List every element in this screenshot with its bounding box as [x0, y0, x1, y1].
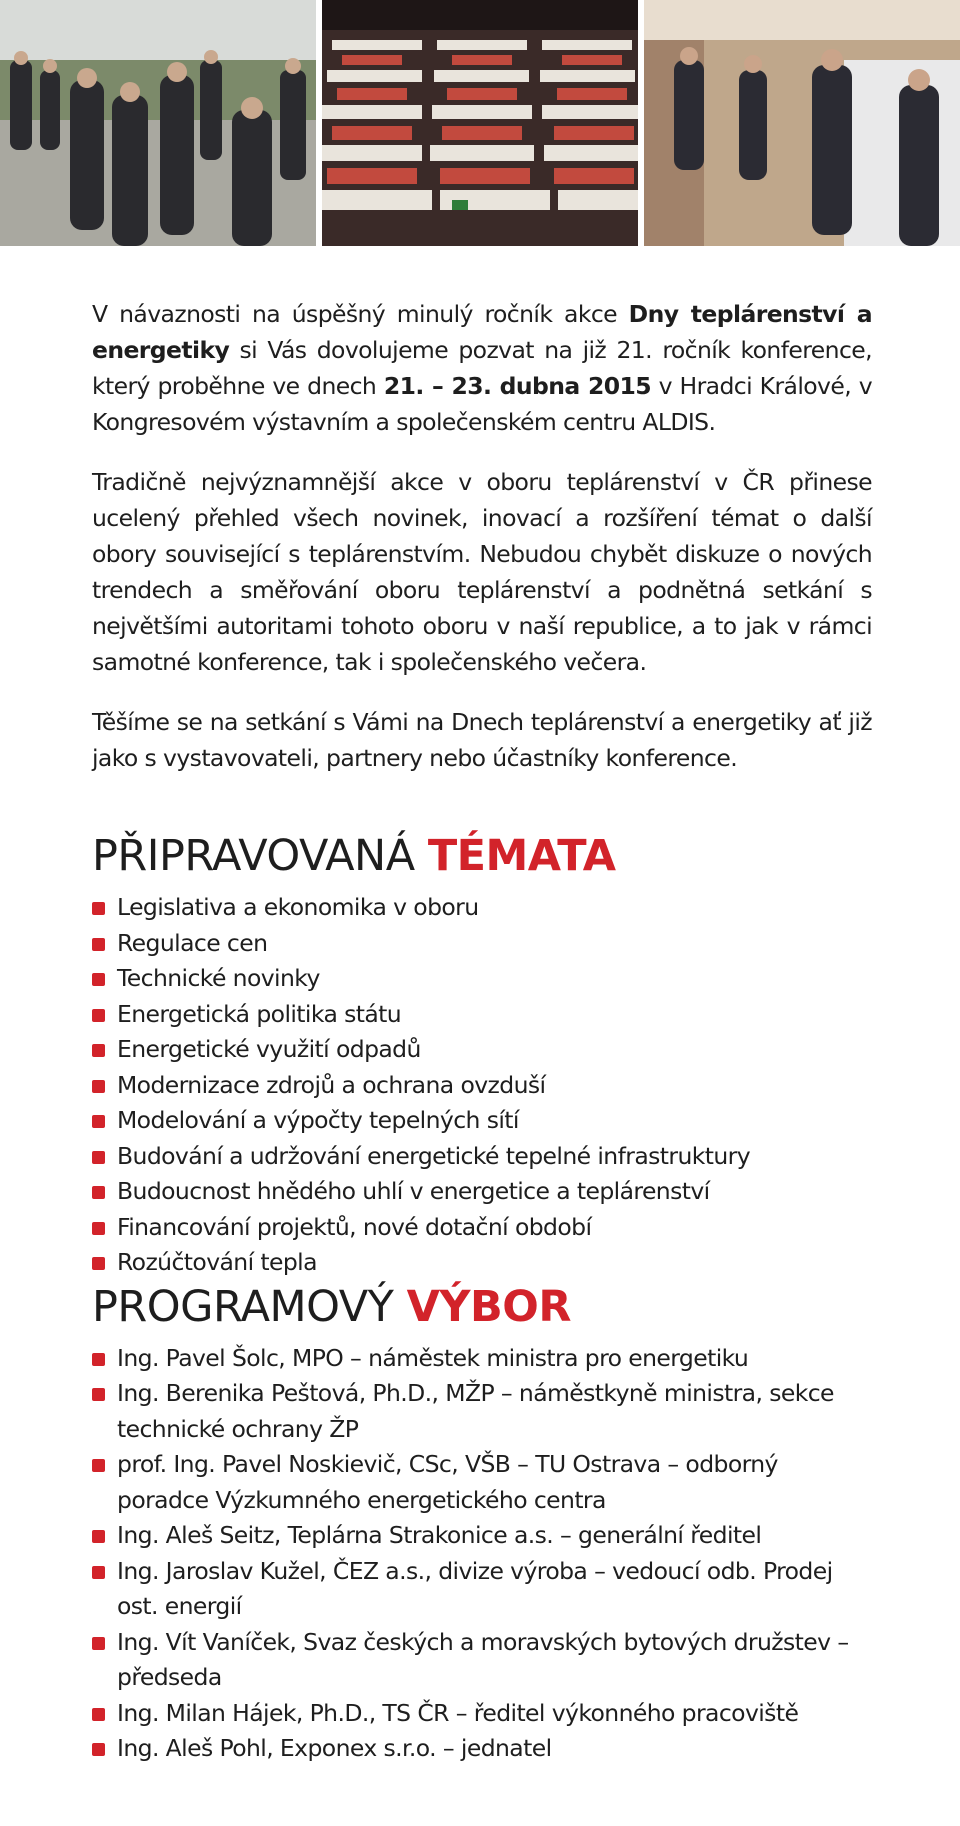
bullet-icon: [92, 1708, 105, 1721]
topic-item: [92, 890, 872, 926]
bullet-icon: [92, 1743, 105, 1756]
bullet-icon: [92, 938, 105, 951]
committee-member: [92, 1696, 872, 1732]
topic-item-text: Budování a udržování energetické tepelné infrastruktury: [117, 1141, 751, 1170]
topic-item-text: Modelování a výpočty tepelných sítí: [117, 1106, 519, 1134]
topic-item-text: Energetické využití odpadů: [117, 1035, 421, 1063]
topics-heading: PŘIPRAVOVANÁ TÉMATA: [92, 831, 616, 881]
committee-member-text: Ing. Pavel Šolc, MPO – náměstek ministra pro energetiku: [117, 1343, 749, 1372]
bullet-icon: [92, 1530, 105, 1543]
main-content: [92, 296, 872, 1767]
committee-member-text: prof. Ing. Pavel Noskievič, CSc, VŠB – TU Ostrava – odborný poradce Výzkumného energetického centra: [117, 1450, 778, 1514]
bullet-icon: [92, 1080, 105, 1093]
bullet-icon: [92, 1459, 105, 1472]
committee-heading: PROGRAMOVÝ VÝBOR: [92, 1281, 571, 1332]
bullet-icon: [92, 1115, 105, 1128]
conference-hall-photo: [322, 0, 638, 246]
bullet-icon: [92, 973, 105, 986]
intro-paragraph-2: Tradičně nejvýznamnější akce v oboru teplárenství v ČR přinese ucelený přehled všech novinek, inovací a rozšíření témat o další obory související s teplárenstvím. Nebudou chybět diskuze o nových trendech a směřování oboru teplárenství a podnětná setkání s největšími autoritami tohoto oboru v naší republice, a to jak v rámci samotné konference, tak i společenského večera.: [92, 468, 872, 676]
outdoor-crowd-photo: [0, 0, 316, 246]
committee-member-text: Ing. Jaroslav Kužel, ČEZ a.s., divize výroba – vedoucí odb. Prodej ost. energií: [117, 1556, 833, 1620]
topics-list: [92, 890, 872, 1281]
bullet-icon: [92, 902, 105, 915]
bullet-icon: [92, 1186, 105, 1199]
committee-member: [92, 1518, 872, 1554]
bullet-icon: [92, 1388, 105, 1401]
event-dates: 21. – 23. dubna 2015: [383, 372, 651, 400]
committee-member-text: Ing. Berenika Peštová, Ph.D., MŽP – náměstkyně ministra, sekce technické ochrany ŽP: [117, 1379, 834, 1443]
committee-list: [92, 1341, 872, 1767]
intro-paragraph-3: Těšíme se na setkání s Vámi na Dnech teplárenství a energetiky ať již jako s vystavovateli, partnery nebo účastníky konference.: [92, 708, 872, 772]
committee-member-text: Ing. Vít Vaníček, Svaz českých a moravských bytových družstev – předseda: [117, 1627, 849, 1691]
topic-item: [92, 1174, 872, 1210]
bullet-icon: [92, 1151, 105, 1164]
topic-item-text: Rozúčtování tepla: [117, 1248, 317, 1276]
committee-member-text: Ing. Aleš Pohl, Exponex s.r.o. – jednatel: [117, 1734, 552, 1762]
bullet-icon: [92, 1566, 105, 1579]
bullet-icon: [92, 1637, 105, 1650]
exhibition-booth-photo: [644, 0, 960, 246]
topic-item-text: Energetická politika státu: [117, 999, 402, 1028]
topic-item: [92, 926, 872, 962]
topic-item: [92, 1210, 872, 1246]
intro-paragraph-1: V návaznosti na úspěšný minulý ročník akce Dny teplárenství a energetiky si Vás dovolujeme pozvat na již 21. ročník konference, který proběhne ve dnech 21. – 23. dubna 2015 v Hradci Králové, v Kongresovém výstavním a společenském centru ALDIS.: [92, 300, 873, 436]
topic-item-text: Modernizace zdrojů a ochrana ovzduší: [117, 1070, 546, 1099]
bullet-icon: [92, 1353, 105, 1366]
topic-item-text: Financování projektů, nové dotační období: [117, 1212, 592, 1241]
topic-item: [92, 1068, 872, 1104]
topic-item: [92, 997, 872, 1033]
event-name: Dny teplárenství a energetiky: [92, 300, 872, 364]
topic-item: [92, 1139, 872, 1175]
committee-member-text: Ing. Milan Hájek, Ph.D., TS ČR – ředitel výkonného pracoviště: [117, 1698, 799, 1727]
photo-strip: [0, 0, 960, 246]
topic-item: [92, 961, 872, 997]
committee-member: [92, 1376, 872, 1447]
bullet-icon: [92, 1257, 105, 1270]
committee-member: [92, 1447, 872, 1518]
topic-item: [92, 1103, 872, 1139]
topic-item: [92, 1032, 872, 1068]
topic-item-text: Budoucnost hnědého uhlí v energetice a teplárenství: [117, 1177, 710, 1205]
committee-member-text: Ing. Aleš Seitz, Teplárna Strakonice a.s. – generální ředitel: [117, 1521, 762, 1549]
bullet-icon: [92, 1009, 105, 1022]
committee-member: [92, 1731, 872, 1767]
committee-member: [92, 1341, 872, 1377]
bullet-icon: [92, 1222, 105, 1235]
topic-item-text: Technické novinky: [117, 964, 320, 992]
committee-member: [92, 1625, 872, 1696]
committee-member: [92, 1554, 872, 1625]
bullet-icon: [92, 1044, 105, 1057]
topic-item: [92, 1245, 872, 1281]
topic-item-text: Legislativa a ekonomika v oboru: [117, 893, 479, 921]
topic-item-text: Regulace cen: [117, 928, 268, 957]
